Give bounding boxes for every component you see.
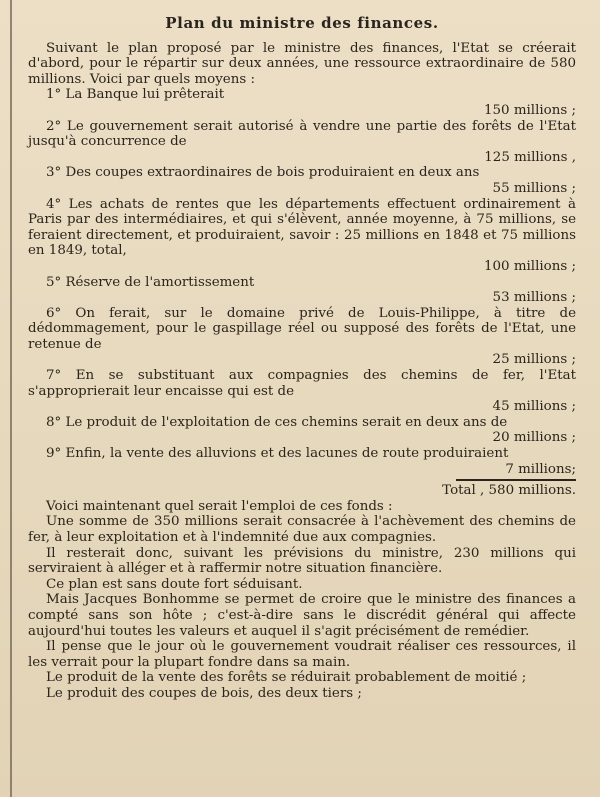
list-item: [28, 415, 576, 446]
item-text: 8° Le produit de l'exploitation de ces chemins serait en deux ans de: [46, 414, 508, 430]
column-rule: [10, 0, 12, 797]
item-text: 7° En se substituant aux compagnies des chemins de fer, l'Etat s'approprierait leur encaisse qui est de: [28, 368, 576, 399]
item-amount: 125 millions ,: [484, 149, 576, 165]
body-paragraph: Le produit de la vente des forêts se réduirait probablement de moitié ;: [46, 670, 527, 686]
total-rule: [456, 479, 576, 481]
item-text: 5° Réserve de l'amortissement: [46, 274, 255, 290]
item-amount: 7 millions;: [505, 461, 576, 477]
body-paragraph: Le produit des coupes de bois, des deux tiers ;: [46, 685, 362, 701]
item-amount: 53 millions ;: [492, 290, 576, 306]
item-text: 2° Le gouvernement serait autorisé à vendre une partie des forêts de l'Etat jusqu'à concurrence de: [28, 118, 576, 150]
item-amount: 150 millions ;: [484, 102, 576, 118]
item-amount: 20 millions ;: [492, 430, 576, 446]
list-item: [28, 197, 576, 275]
article-title: Plan du ministre des finances.: [165, 14, 439, 32]
article-column: [28, 16, 576, 702]
list-item: [28, 275, 576, 306]
list-item: [28, 87, 576, 118]
body-paragraph: Mais Jacques Bonhomme se permet de croire que le ministre des finances a compté sans son hôte ; c'est-à-dire sans le discrédit général qui affecte aujourd'hui toutes les valeurs et auquel il s'agit précisément de remédier.: [28, 592, 576, 639]
body-paragraph: Voici maintenant quel serait l'emploi de ces fonds :: [46, 498, 393, 514]
list-item: [28, 165, 576, 196]
list-item: [28, 368, 576, 415]
item-amount: 25 millions ;: [492, 352, 576, 368]
item-text: 6° On ferait, sur le domaine privé de Louis-Philippe, à titre de dédommagement, pour le gaspillage réel ou supposé des forêts de l'Etat, une retenue de: [28, 305, 576, 352]
item-amount: 55 millions ;: [492, 180, 576, 196]
item-text: 3° Des coupes extraordinaires de bois produiraient en deux ans: [46, 165, 480, 181]
resource-list: [28, 87, 576, 477]
item-text: 9° Enfin, la vente des alluvions et des lacunes de route produiraient: [46, 446, 509, 462]
item-text: 4° Les achats de rentes que les départements effectuent ordinairement à Paris par des intermédiaires, et qui s'élèvent, année moyenne, à 75 millions, se feraient directement, et produiraient, savoir : 25 millions en 1848 et 75 millions en 1849, total,: [28, 196, 576, 259]
body-paragraph: Il pense que le jour où le gouvernement voudrait réaliser ces ressources, il les verrait pour la plupart fondre dans sa main.: [28, 639, 576, 670]
intro-paragraph: Suivant le plan proposé par le ministre des finances, l'Etat se créerait d'abord, pour le répartir sur deux années, une ressource extraordinaire de 580 millions. Voici par quels moyens :: [28, 40, 576, 87]
body-paragraph: Ce plan est sans doute fort séduisant.: [46, 576, 303, 592]
item-text: 1° La Banque lui prêterait: [46, 87, 225, 103]
total-line: Total , 580 millions.: [442, 483, 576, 499]
list-item: [28, 119, 576, 166]
item-amount: 100 millions ;: [484, 258, 576, 274]
body-paragraph: Une somme de 350 millions serait consacrée à l'achèvement des chemins de fer, à leur exploitation et à l'indemnité due aux compagnies.: [28, 514, 576, 545]
item-amount: 45 millions ;: [492, 399, 576, 415]
body-paragraph: Il resterait donc, suivant les prévisions du ministre, 230 millions qui serviraient à alléger et à raffermir notre situation financière.: [28, 545, 576, 577]
list-item: [28, 446, 576, 477]
list-item: [28, 306, 576, 368]
